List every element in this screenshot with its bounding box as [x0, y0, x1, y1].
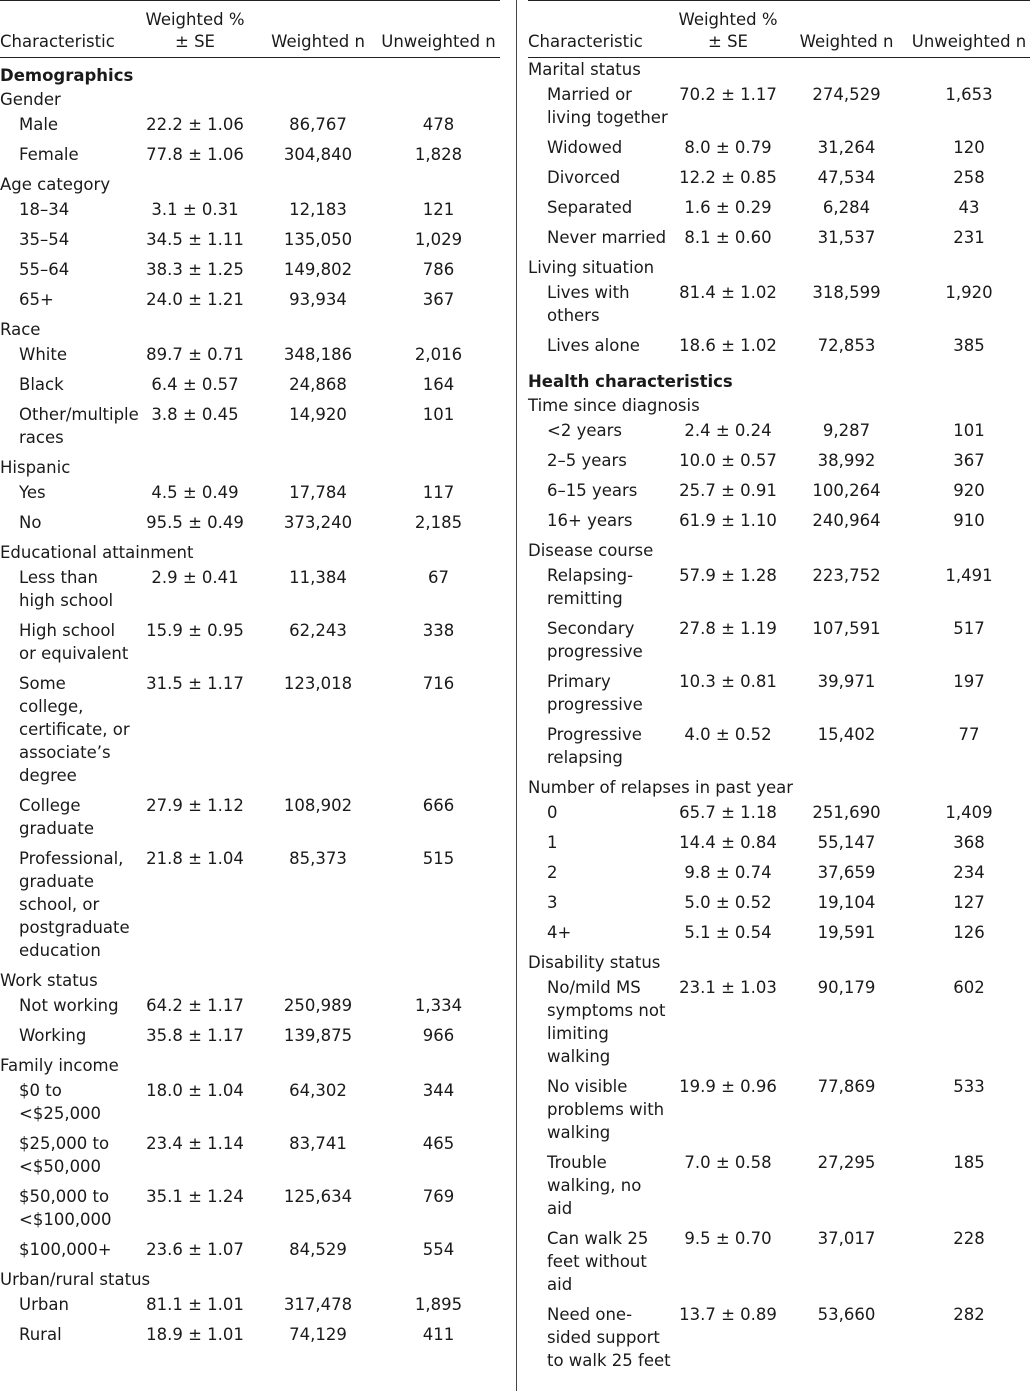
table-row	[528, 196, 1030, 226]
cell-unweighted-n: 282	[953, 1305, 985, 1324]
cell-unweighted-n: 1,334	[414, 996, 463, 1015]
header-weighted-n: Weighted n	[271, 32, 365, 51]
cell-weighted-pct: 81.1 ± 1.01	[146, 1295, 244, 1314]
cell-characteristic: No/mild MS symptoms not limiting walking	[547, 978, 666, 1066]
cell-weighted-pct: 5.1 ± 0.54	[684, 923, 772, 942]
cell-weighted-pct: 10.0 ± 0.57	[679, 451, 777, 470]
cell-weighted-n: 9,287	[822, 421, 871, 440]
group-header-row	[0, 1054, 500, 1079]
cell-weighted-n: 53,660	[817, 1305, 876, 1324]
table-row	[528, 1151, 1030, 1227]
table-row	[528, 83, 1030, 136]
section-title: Demographics	[0, 66, 134, 85]
cell-weighted-pct: 10.3 ± 0.81	[679, 672, 777, 691]
section-title: Health characteristics	[528, 372, 733, 391]
cell-weighted-n: 85,373	[289, 849, 347, 868]
cell-weighted-pct: 12.2 ± 0.85	[679, 168, 777, 187]
cell-characteristic: Trouble walking, no aid	[547, 1153, 642, 1218]
cell-unweighted-n: 164	[422, 375, 455, 394]
table-row	[528, 1303, 1030, 1379]
header-characteristic: Characteristic	[0, 32, 115, 51]
cell-unweighted-n: 120	[953, 138, 985, 157]
cell-characteristic: 18–34	[19, 200, 70, 219]
cell-weighted-pct: 18.0 ± 1.04	[146, 1081, 244, 1100]
cell-weighted-n: 139,875	[283, 1026, 353, 1045]
table-row	[0, 511, 500, 541]
cell-characteristic: 2	[547, 863, 558, 882]
table-row	[528, 976, 1030, 1075]
cell-unweighted-n: 121	[422, 200, 455, 219]
header-weighted-pct-line2: ± SE	[175, 32, 215, 51]
table-row	[528, 801, 1030, 831]
table-row	[528, 166, 1030, 196]
table-row	[0, 672, 500, 794]
cell-characteristic: Progressive relapsing	[547, 725, 642, 767]
cell-unweighted-n: 67	[428, 568, 449, 587]
table-row	[0, 258, 500, 288]
group-title: Disease course	[528, 541, 654, 560]
cell-characteristic: Secondary progressive	[547, 619, 643, 661]
cell-characteristic: Some college, certificate, or associate’s degree	[19, 674, 130, 785]
header-weighted-pct	[131, 1, 259, 58]
cell-characteristic: Professional, graduate school, or postgraduate education	[19, 849, 130, 960]
cell-characteristic: Relapsing-remitting	[547, 566, 634, 608]
table-row	[528, 861, 1030, 891]
group-header-row	[528, 256, 1030, 281]
header-weighted-pct	[671, 1, 785, 58]
cell-characteristic: 55–64	[19, 260, 70, 279]
table-row	[528, 419, 1030, 449]
cell-weighted-pct: 3.1 ± 0.31	[151, 200, 239, 219]
cell-unweighted-n: 910	[953, 511, 985, 530]
table-body-right	[528, 58, 1030, 1380]
cell-weighted-n: 125,634	[283, 1187, 353, 1206]
cell-unweighted-n: 554	[422, 1240, 455, 1259]
cell-weighted-n: 24,868	[289, 375, 347, 394]
cell-weighted-n: 317,478	[283, 1295, 353, 1314]
cell-weighted-n: 11,384	[289, 568, 347, 587]
cell-unweighted-n: 43	[958, 198, 980, 217]
table-row	[0, 566, 500, 619]
cell-characteristic: 65+	[19, 290, 54, 309]
cell-weighted-pct: 64.2 ± 1.17	[146, 996, 244, 1015]
cell-characteristic: Primary progressive	[547, 672, 643, 714]
cell-unweighted-n: 465	[422, 1134, 455, 1153]
cell-weighted-pct: 9.8 ± 0.74	[684, 863, 772, 882]
group-title: Gender	[0, 90, 61, 109]
group-header-row	[0, 88, 500, 113]
cell-unweighted-n: 1,409	[945, 803, 993, 822]
table-row	[0, 1238, 500, 1268]
group-title: Race	[0, 320, 41, 339]
table-body-left	[0, 58, 500, 1354]
table-row	[0, 1132, 500, 1185]
cell-weighted-n: 149,802	[283, 260, 353, 279]
cell-characteristic: Urban	[19, 1295, 69, 1314]
right-table-panel	[528, 0, 1030, 1379]
table-row	[0, 1024, 500, 1054]
column-divider	[516, 0, 517, 1391]
cell-weighted-n: 107,591	[812, 619, 881, 638]
cell-unweighted-n: 228	[953, 1229, 985, 1248]
cell-weighted-n: 12,183	[289, 200, 347, 219]
group-header-row	[0, 969, 500, 994]
cell-characteristic: $50,000 to <$100,000	[19, 1187, 112, 1229]
cell-weighted-n: 15,402	[817, 725, 876, 744]
cell-characteristic: 2–5 years	[547, 451, 627, 470]
cell-unweighted-n: 234	[953, 863, 985, 882]
cell-unweighted-n: 368	[953, 833, 985, 852]
cell-characteristic: Other/multiple races	[19, 405, 139, 447]
table-row	[528, 1075, 1030, 1151]
table-row	[528, 617, 1030, 670]
cell-weighted-n: 64,302	[289, 1081, 347, 1100]
cell-weighted-n: 240,964	[812, 511, 881, 530]
cell-characteristic: Male	[19, 115, 59, 134]
cell-weighted-pct: 8.1 ± 0.60	[684, 228, 772, 247]
group-title: Number of relapses in past year	[528, 778, 793, 797]
group-header-row	[0, 173, 500, 198]
left-table-panel	[0, 0, 500, 1353]
cell-characteristic: Divorced	[547, 168, 621, 187]
cell-weighted-n: 6,284	[822, 198, 871, 217]
cell-characteristic: $25,000 to <$50,000	[19, 1134, 110, 1176]
cell-weighted-n: 373,240	[283, 513, 353, 532]
cell-unweighted-n: 716	[422, 674, 455, 693]
cell-unweighted-n: 478	[422, 115, 455, 134]
cell-characteristic: Lives alone	[547, 336, 640, 355]
cell-characteristic: Female	[19, 145, 79, 164]
cell-unweighted-n: 258	[953, 168, 985, 187]
cell-weighted-n: 84,529	[289, 1240, 347, 1259]
table-row	[528, 831, 1030, 861]
table-row	[528, 891, 1030, 921]
table-row	[0, 1323, 500, 1353]
cell-unweighted-n: 769	[422, 1187, 455, 1206]
cell-unweighted-n: 533	[953, 1077, 985, 1096]
table-row	[528, 1227, 1030, 1303]
cell-weighted-n: 223,752	[812, 566, 881, 585]
header-weighted-pct-line2: ± SE	[708, 32, 748, 51]
cell-weighted-n: 274,529	[812, 85, 881, 104]
table-row	[528, 723, 1030, 776]
group-title: Work status	[0, 971, 98, 990]
cell-characteristic: 1	[547, 833, 558, 852]
table-row	[0, 143, 500, 173]
cell-weighted-n: 39,971	[817, 672, 876, 691]
cell-weighted-n: 55,147	[817, 833, 876, 852]
cell-characteristic: Less than high school	[19, 568, 114, 610]
cell-weighted-n: 90,179	[817, 978, 876, 997]
group-title: Time since diagnosis	[528, 396, 700, 415]
cell-weighted-pct: 24.0 ± 1.21	[146, 290, 244, 309]
table-row	[528, 281, 1030, 334]
cell-unweighted-n: 127	[953, 893, 985, 912]
cell-unweighted-n: 77	[958, 725, 980, 744]
cell-unweighted-n: 385	[953, 336, 985, 355]
group-header-row	[528, 394, 1030, 419]
cell-characteristic: 4+	[547, 923, 572, 942]
table-row	[0, 1293, 500, 1323]
cell-unweighted-n: 1,895	[414, 1295, 463, 1314]
group-title: Hispanic	[0, 458, 71, 477]
cell-weighted-pct: 21.8 ± 1.04	[146, 849, 244, 868]
cell-weighted-pct: 14.4 ± 0.84	[679, 833, 777, 852]
cell-weighted-pct: 7.0 ± 0.58	[684, 1153, 772, 1172]
cell-weighted-pct: 3.8 ± 0.45	[151, 405, 239, 424]
cell-weighted-n: 31,264	[817, 138, 876, 157]
cell-weighted-pct: 18.6 ± 1.02	[679, 336, 777, 355]
group-header-row	[0, 456, 500, 481]
cell-unweighted-n: 367	[422, 290, 455, 309]
group-header-row	[0, 1268, 500, 1293]
cell-weighted-pct: 65.7 ± 1.18	[679, 803, 777, 822]
cell-unweighted-n: 1,920	[945, 283, 993, 302]
cell-unweighted-n: 2,016	[414, 345, 463, 364]
cell-weighted-pct: 81.4 ± 1.02	[679, 283, 777, 302]
cell-weighted-pct: 34.5 ± 1.11	[146, 230, 244, 249]
cell-characteristic: Rural	[19, 1325, 62, 1344]
cell-characteristic: Separated	[547, 198, 633, 217]
cell-weighted-n: 108,902	[283, 796, 353, 815]
cell-characteristic: Need one-sided support to walk 25 feet	[547, 1305, 671, 1370]
table-row	[528, 564, 1030, 617]
cell-characteristic: <2 years	[547, 421, 622, 440]
table-header-row	[528, 1, 1030, 58]
cell-unweighted-n: 411	[422, 1325, 455, 1344]
group-title: Urban/rural status	[0, 1270, 151, 1289]
cell-weighted-n: 38,992	[817, 451, 876, 470]
cell-weighted-n: 86,767	[289, 115, 347, 134]
cell-unweighted-n: 517	[953, 619, 985, 638]
cell-weighted-pct: 27.8 ± 1.19	[679, 619, 777, 638]
cell-weighted-pct: 61.9 ± 1.10	[679, 511, 777, 530]
cell-unweighted-n: 1,653	[945, 85, 993, 104]
cell-weighted-pct: 4.0 ± 0.52	[684, 725, 772, 744]
cell-unweighted-n: 101	[953, 421, 985, 440]
table-row	[0, 343, 500, 373]
table-row	[0, 113, 500, 143]
cell-unweighted-n: 197	[953, 672, 985, 691]
cell-unweighted-n: 1,491	[945, 566, 993, 585]
table-row	[528, 449, 1030, 479]
table-row	[0, 373, 500, 403]
cell-weighted-pct: 23.1 ± 1.03	[679, 978, 777, 997]
table-row	[0, 847, 500, 969]
cell-characteristic: White	[19, 345, 67, 364]
group-title: Educational attainment	[0, 543, 194, 562]
table-row	[528, 479, 1030, 509]
characteristics-table-left	[0, 0, 500, 1353]
table-row	[528, 136, 1030, 166]
cell-weighted-n: 17,784	[289, 483, 347, 502]
cell-weighted-pct: 18.9 ± 1.01	[146, 1325, 244, 1344]
group-header-row	[528, 58, 1030, 84]
cell-characteristic: Not working	[19, 996, 119, 1015]
cell-weighted-pct: 35.1 ± 1.24	[146, 1187, 244, 1206]
table-row	[0, 481, 500, 511]
table-row	[528, 226, 1030, 256]
cell-weighted-pct: 13.7 ± 0.89	[679, 1305, 777, 1324]
cell-characteristic: College graduate	[19, 796, 95, 838]
cell-weighted-n: 14,920	[289, 405, 347, 424]
group-header-row	[528, 776, 1030, 801]
cell-unweighted-n: 117	[422, 483, 455, 502]
cell-characteristic: 3	[547, 893, 558, 912]
cell-weighted-pct: 2.4 ± 0.24	[684, 421, 772, 440]
cell-characteristic: Yes	[19, 483, 46, 502]
group-title: Age category	[0, 175, 111, 194]
table-row	[528, 334, 1030, 364]
cell-unweighted-n: 920	[953, 481, 985, 500]
header-weighted-pct-line1: Weighted %	[678, 10, 778, 29]
cell-weighted-n: 318,599	[812, 283, 881, 302]
table-row	[0, 1185, 500, 1238]
table-row	[0, 288, 500, 318]
cell-unweighted-n: 666	[422, 796, 455, 815]
cell-weighted-pct: 6.4 ± 0.57	[151, 375, 239, 394]
group-header-row	[0, 318, 500, 343]
cell-unweighted-n: 966	[422, 1026, 455, 1045]
cell-weighted-n: 93,934	[289, 290, 347, 309]
cell-characteristic: Married or living together	[547, 85, 668, 127]
cell-unweighted-n: 338	[422, 621, 455, 640]
cell-weighted-n: 27,295	[817, 1153, 876, 1172]
cell-weighted-pct: 57.9 ± 1.28	[679, 566, 777, 585]
cell-characteristic: No visible problems with walking	[547, 1077, 665, 1142]
cell-weighted-n: 250,989	[283, 996, 353, 1015]
cell-unweighted-n: 101	[422, 405, 455, 424]
cell-unweighted-n: 1,828	[414, 145, 463, 164]
cell-weighted-pct: 89.7 ± 0.71	[146, 345, 244, 364]
cell-weighted-n: 304,840	[283, 145, 353, 164]
cell-weighted-pct: 22.2 ± 1.06	[146, 115, 244, 134]
cell-unweighted-n: 367	[953, 451, 985, 470]
group-title: Living situation	[528, 258, 655, 277]
cell-characteristic: 35–54	[19, 230, 70, 249]
cell-weighted-n: 37,659	[817, 863, 876, 882]
table-row	[0, 1079, 500, 1132]
cell-weighted-pct: 1.6 ± 0.29	[684, 198, 772, 217]
cell-weighted-n: 37,017	[817, 1229, 876, 1248]
cell-characteristic: 0	[547, 803, 558, 822]
cell-weighted-n: 19,104	[817, 893, 876, 912]
cell-weighted-n: 251,690	[812, 803, 881, 822]
table-row	[528, 509, 1030, 539]
cell-characteristic: Never married	[547, 228, 667, 247]
cell-weighted-n: 31,537	[817, 228, 876, 247]
cell-weighted-pct: 23.4 ± 1.14	[146, 1134, 244, 1153]
cell-weighted-pct: 25.7 ± 0.91	[679, 481, 777, 500]
group-title: Family income	[0, 1056, 119, 1075]
cell-weighted-pct: 35.8 ± 1.17	[146, 1026, 244, 1045]
cell-weighted-n: 47,534	[817, 168, 876, 187]
section-header-row	[0, 58, 500, 89]
group-header-row	[528, 539, 1030, 564]
cell-weighted-pct: 77.8 ± 1.06	[146, 145, 244, 164]
cell-characteristic: 16+ years	[547, 511, 633, 530]
table-row	[0, 198, 500, 228]
section-header-row	[528, 364, 1030, 394]
table-row	[0, 619, 500, 672]
table-row	[0, 403, 500, 456]
cell-weighted-pct: 38.3 ± 1.25	[146, 260, 244, 279]
group-title: Disability status	[528, 953, 661, 972]
cell-unweighted-n: 786	[422, 260, 455, 279]
cell-unweighted-n: 126	[953, 923, 985, 942]
header-unweighted-n: Unweighted n	[381, 32, 496, 51]
table-header-row	[0, 1, 500, 58]
cell-characteristic: 6–15 years	[547, 481, 638, 500]
cell-weighted-pct: 31.5 ± 1.17	[146, 674, 244, 693]
table-row	[0, 794, 500, 847]
cell-weighted-n: 62,243	[289, 621, 347, 640]
cell-characteristic: Working	[19, 1026, 87, 1045]
group-header-row	[0, 541, 500, 566]
cell-unweighted-n: 1,029	[414, 230, 463, 249]
cell-weighted-pct: 8.0 ± 0.79	[684, 138, 772, 157]
cell-characteristic: Can walk 25 feet without aid	[547, 1229, 649, 1294]
table-row	[528, 921, 1030, 951]
cell-weighted-pct: 19.9 ± 0.96	[679, 1077, 777, 1096]
table-row	[528, 670, 1030, 723]
table-row	[0, 994, 500, 1024]
cell-weighted-n: 83,741	[289, 1134, 347, 1153]
cell-weighted-pct: 70.2 ± 1.17	[679, 85, 777, 104]
cell-characteristic: High school or equivalent	[19, 621, 129, 663]
cell-weighted-pct: 9.5 ± 0.70	[684, 1229, 772, 1248]
header-weighted-pct-line1: Weighted %	[145, 10, 245, 29]
cell-unweighted-n: 602	[953, 978, 985, 997]
cell-characteristic: $100,000+	[19, 1240, 112, 1259]
cell-characteristic: Widowed	[547, 138, 623, 157]
cell-unweighted-n: 515	[422, 849, 455, 868]
cell-weighted-pct: 5.0 ± 0.52	[684, 893, 772, 912]
cell-weighted-pct: 15.9 ± 0.95	[146, 621, 244, 640]
cell-unweighted-n: 2,185	[414, 513, 463, 532]
cell-weighted-pct: 95.5 ± 0.49	[146, 513, 244, 532]
cell-weighted-n: 135,050	[283, 230, 353, 249]
header-unweighted-n: Unweighted n	[911, 32, 1027, 51]
group-title: Marital status	[528, 60, 641, 79]
characteristics-table-right	[528, 0, 1030, 1379]
header-weighted-n: Weighted n	[799, 32, 894, 51]
cell-weighted-n: 123,018	[283, 674, 353, 693]
cell-unweighted-n: 344	[422, 1081, 455, 1100]
cell-weighted-pct: 2.9 ± 0.41	[151, 568, 239, 587]
cell-characteristic: No	[19, 513, 42, 532]
cell-unweighted-n: 185	[953, 1153, 985, 1172]
cell-weighted-n: 348,186	[283, 345, 353, 364]
cell-weighted-pct: 27.9 ± 1.12	[146, 796, 244, 815]
cell-weighted-pct: 23.6 ± 1.07	[146, 1240, 244, 1259]
group-header-row	[528, 951, 1030, 976]
cell-weighted-n: 77,869	[817, 1077, 876, 1096]
cell-characteristic: $0 to <$25,000	[19, 1081, 102, 1123]
cell-characteristic: Black	[19, 375, 64, 394]
cell-unweighted-n: 231	[953, 228, 985, 247]
cell-weighted-n: 72,853	[817, 336, 876, 355]
header-characteristic: Characteristic	[528, 32, 643, 51]
cell-weighted-pct: 4.5 ± 0.49	[151, 483, 239, 502]
cell-weighted-n: 74,129	[289, 1325, 347, 1344]
cell-weighted-n: 19,591	[817, 923, 876, 942]
cell-weighted-n: 100,264	[812, 481, 881, 500]
table-row	[0, 228, 500, 258]
cell-characteristic: Lives with others	[547, 283, 630, 325]
